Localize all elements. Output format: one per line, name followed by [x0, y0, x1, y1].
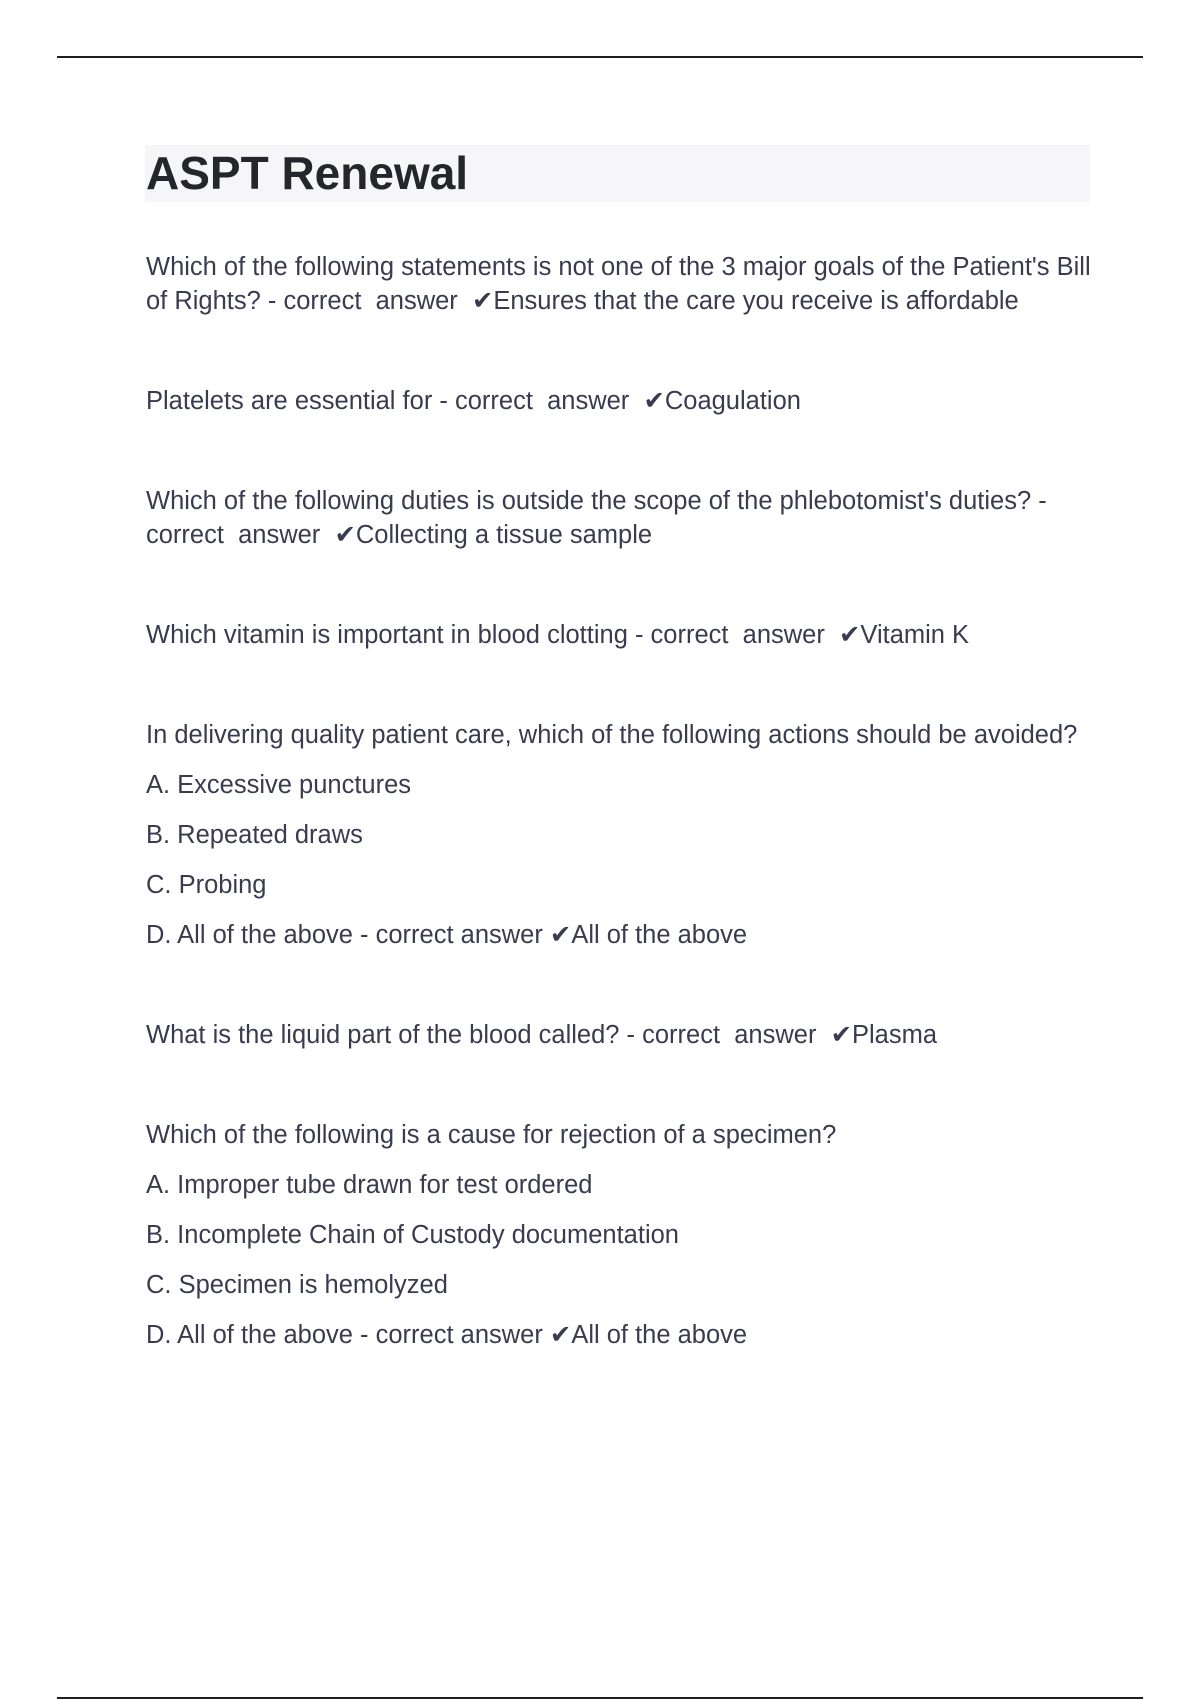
answer-prefix: - correct answer ✔ [260, 287, 494, 315]
option-c: C. Probing [146, 871, 267, 899]
answer-text: All of the above [571, 1321, 748, 1349]
question-line [146, 250, 1096, 318]
qa-item [146, 250, 1096, 318]
qa-item [146, 384, 1096, 418]
answer-text: All of the above [571, 921, 748, 949]
qa-item [146, 1118, 1096, 1352]
question-text: Platelets are essential for [146, 387, 433, 415]
answer-text: Plasma [851, 1021, 938, 1049]
option-d [146, 1318, 1096, 1352]
question-line [146, 484, 1096, 552]
option-a: A. Excessive punctures [146, 771, 412, 799]
question-line [146, 384, 1096, 418]
question-text: What is the liquid part of the blood called? [146, 1021, 620, 1049]
answer-text: Collecting a tissue sample [355, 521, 653, 549]
question-line [146, 1018, 1096, 1052]
qa-list [146, 250, 1096, 1352]
answer-prefix: - correct answer ✔ [352, 1321, 572, 1349]
document-title: ASPT Renewal [146, 147, 469, 199]
option-b: B. Incomplete Chain of Custody documentation [146, 1221, 679, 1249]
option-c: C. Specimen is hemolyzed [146, 1271, 448, 1299]
qa-item [146, 618, 1096, 652]
question-text: In delivering quality patient care, which of the following actions should be avoided? [146, 721, 1078, 749]
option-d-text: D. All of the above [146, 1321, 353, 1349]
option-d-text: D. All of the above [146, 921, 353, 949]
question-text: Which of the following duties is outside the scope of the phlebotomist's duties? [146, 487, 1032, 515]
bottom-rule [57, 1697, 1143, 1699]
answer-prefix: - correct answer ✔ [352, 921, 572, 949]
question-text: Which of the following statements is not one of the 3 major goals of the Patient's Bill of Rights? [146, 253, 1098, 315]
option-a: A. Improper tube drawn for test ordered [146, 1171, 593, 1199]
answer-prefix: - correct answer ✔ [432, 387, 665, 415]
answer-text: Vitamin K [860, 621, 970, 649]
qa-item [146, 1018, 1096, 1052]
answer-prefix: - correct answer ✔ [619, 1021, 852, 1049]
option-d [146, 918, 1096, 952]
qa-item [146, 484, 1096, 552]
answer-text: Coagulation [664, 387, 801, 415]
option-b: B. Repeated draws [146, 821, 363, 849]
question-line [146, 618, 1096, 652]
question-text: Which of the following is a cause for rejection of a specimen? [146, 1121, 837, 1149]
answer-prefix: - correct answer ✔ [146, 487, 1054, 549]
qa-item [146, 718, 1096, 952]
question-text: Which vitamin is important in blood clotting [146, 621, 628, 649]
answer-prefix: - correct answer ✔ [627, 621, 861, 649]
top-rule [57, 56, 1143, 58]
answer-text: Ensures that the care you receive is affordable [493, 287, 1019, 315]
